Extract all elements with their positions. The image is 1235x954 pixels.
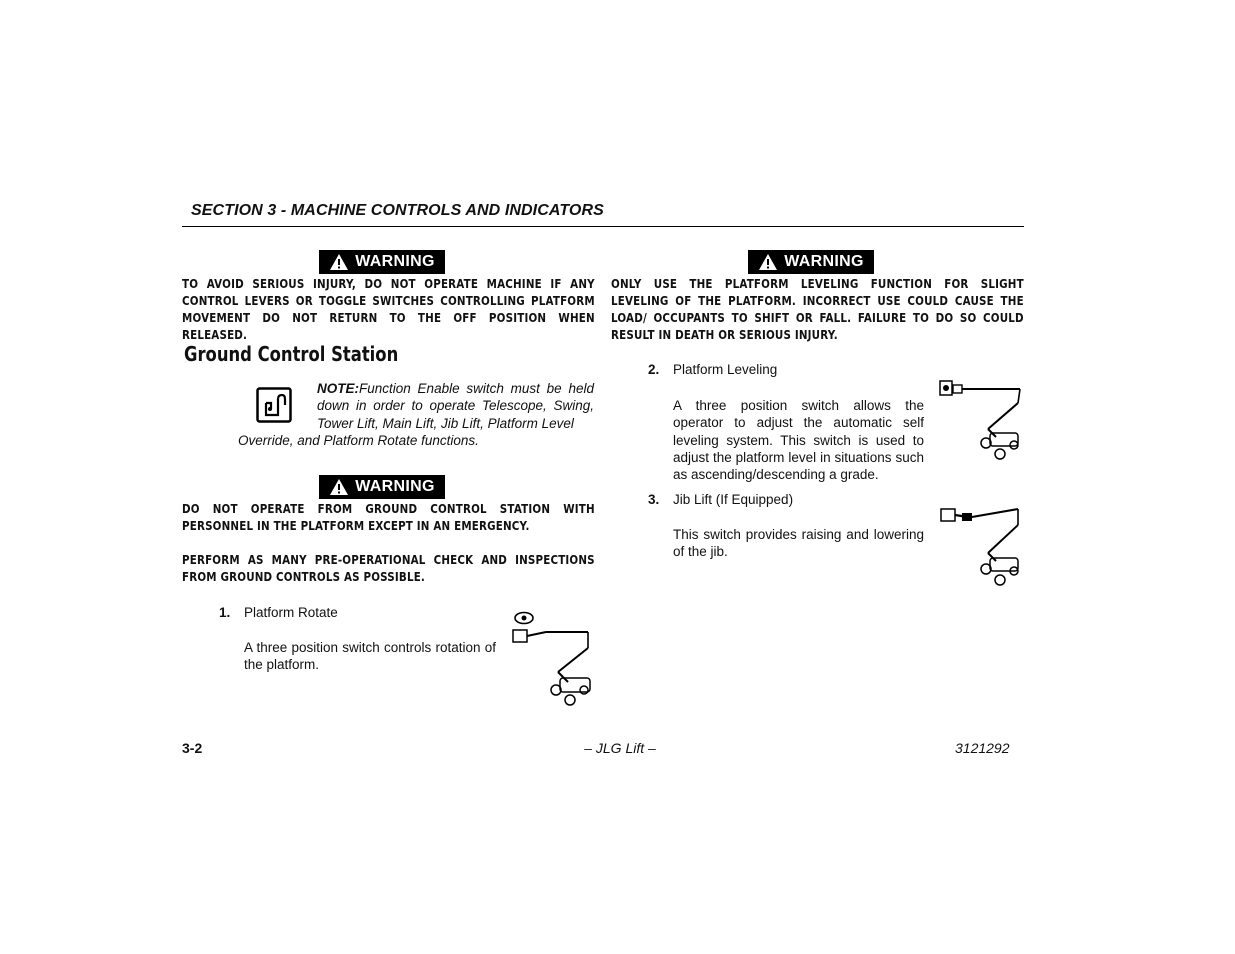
note-body: Function Enable switch must be held down in order to operate Telescope, Swing, Tower Lift, Main Lift, Jib Lift, Platform Level	[317, 381, 594, 431]
warning-triangle-icon	[329, 253, 349, 271]
warning-text-2a: DO NOT OPERATE FROM GROUND CONTROL STATION WITH PERSONNEL IN THE PLATFORM EXCEPT IN AN EMERGENCY.	[182, 502, 595, 533]
note-label: NOTE:	[317, 381, 359, 396]
warning-text-2b: PERFORM AS MANY PRE-OPERATIONAL CHECK AND INSPECTIONS FROM GROUND CONTROLS AS POSSIBLE.	[182, 553, 595, 584]
warning-label: WARNING	[355, 478, 435, 495]
item-body-2: A three position switch allows the operator to adjust the automatic self leveling system. This switch is used to adjust the platform level in situations such as ascending/descending a grade.	[673, 398, 924, 483]
item-body-1: A three position switch controls rotation of the platform.	[244, 640, 496, 673]
warning-text-1: TO AVOID SERIOUS INJURY, DO NOT OPERATE MACHINE IF ANY CONTROL LEVERS OR TOGGLE SWITCHES CONTROLLING PLATFORM MOVEMENT DO NOT RETURN TO THE OFF POSITION WHEN RELEASED.	[182, 277, 595, 342]
page-number: 3-2	[182, 740, 203, 756]
warning-label: WARNING	[355, 253, 435, 270]
warning-badge-3	[748, 250, 874, 274]
warning-text-3: ONLY USE THE PLATFORM LEVELING FUNCTION FOR SLIGHT LEVELING OF THE PLATFORM. INCORRECT USE COULD CAUSE THE LOAD/ OCCUPANTS TO SHIFT OR FALL. FAILURE TO DO SO COULD RESULT IN DEATH OR SERIOUS INJURY.	[611, 277, 1024, 342]
note-text	[317, 380, 594, 432]
platform-leveling-lift-icon	[936, 377, 1024, 463]
platform-rotate-lift-icon	[510, 610, 594, 710]
item-number-3: 3.	[648, 492, 660, 507]
warning-triangle-icon	[329, 478, 349, 496]
footer-center: – JLG Lift –	[584, 740, 656, 756]
item-number-1: 1.	[219, 605, 231, 620]
item-title-2: Platform Leveling	[673, 362, 778, 377]
item-title-3: Jib Lift (If Equipped)	[673, 492, 794, 507]
warning-badge-1	[319, 250, 445, 274]
warning-badge-2	[319, 475, 445, 499]
item-title-1: Platform Rotate	[244, 605, 338, 620]
doc-number: 3121292	[955, 740, 1010, 756]
section-heading: Ground Control Station	[184, 342, 399, 366]
item-body-3: This switch provides raising and lowering of the jib.	[673, 527, 924, 560]
note-text-tail: Override, and Platform Rotate functions.	[238, 433, 479, 448]
jib-lift-icon	[938, 503, 1024, 589]
item-number-2: 2.	[648, 362, 660, 377]
function-enable-hand-icon	[256, 387, 292, 423]
warning-label: WARNING	[784, 253, 864, 270]
warning-triangle-icon	[758, 253, 778, 271]
header-divider	[182, 226, 1024, 227]
section-title: SECTION 3 - MACHINE CONTROLS AND INDICATORS	[191, 202, 604, 219]
